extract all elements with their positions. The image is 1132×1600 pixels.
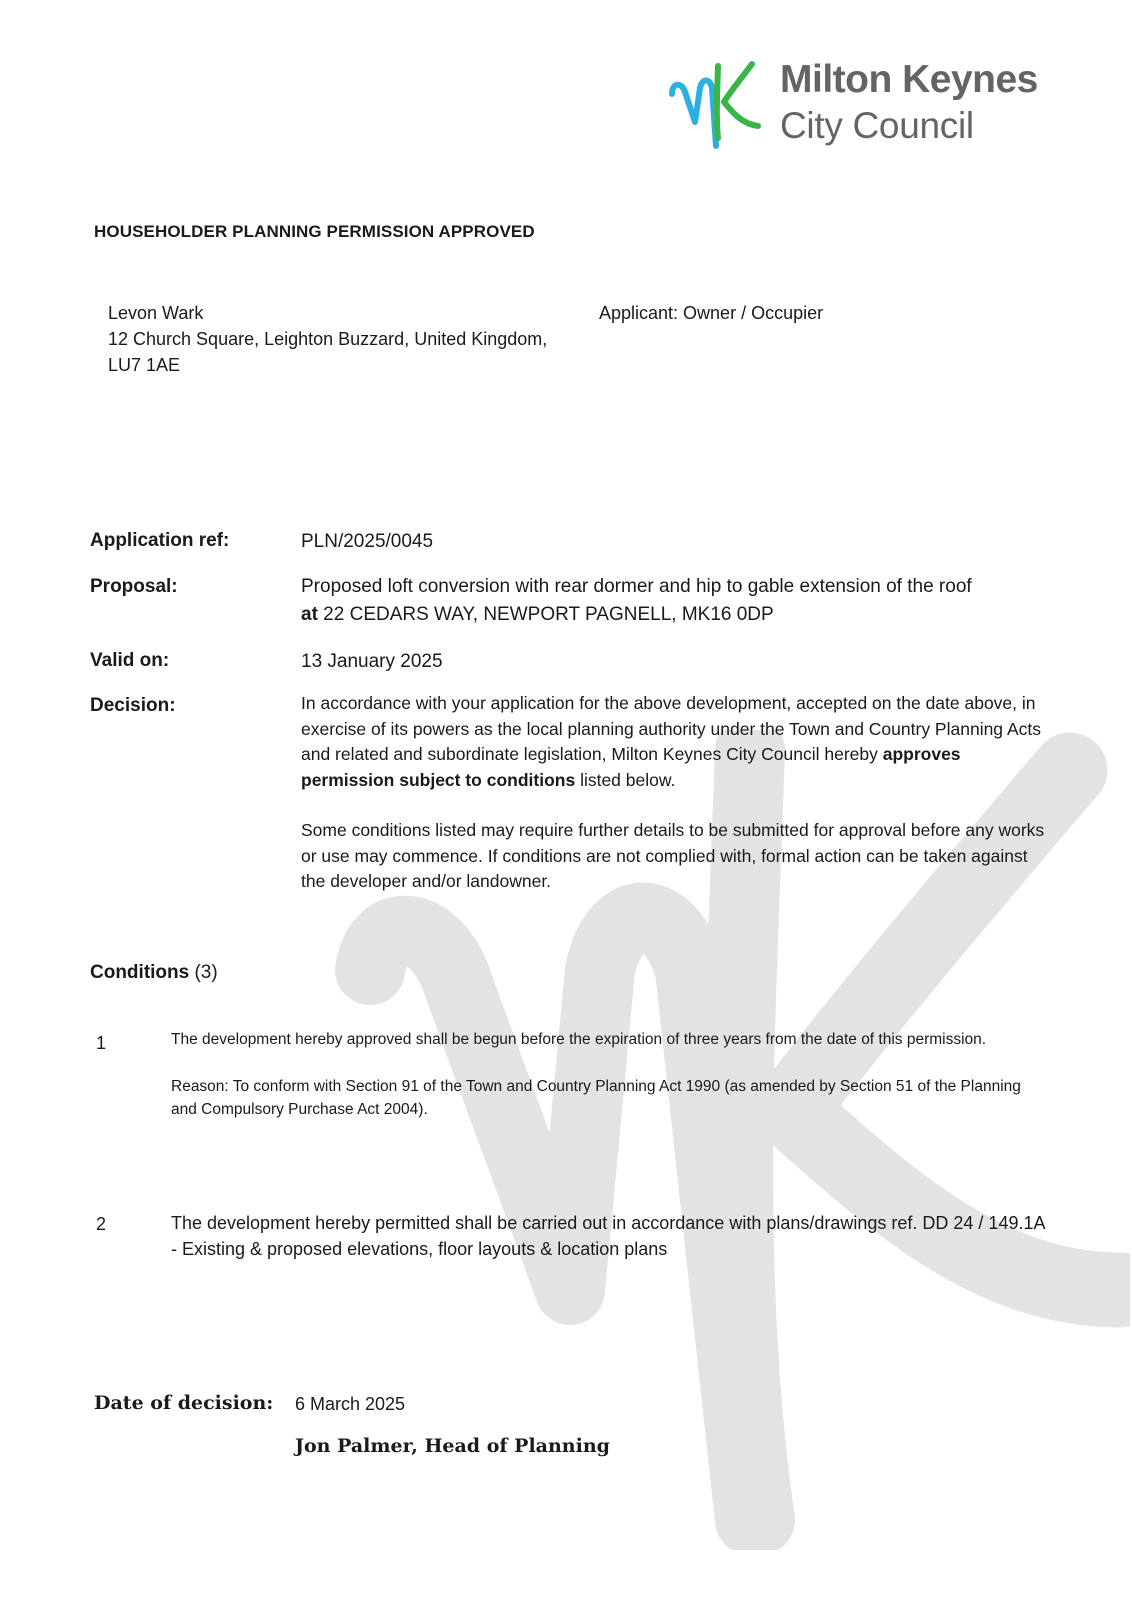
decision-paragraph-2: Some conditions listed may require further details to be submitted for approval before any works or use may commence. If conditions are not complied with, formal action can be taken against the developer and/or landowner.: [301, 820, 1045, 891]
condition-reason: Reason: To conform with Section 91 of the Town and Country Planning Act 1990 (as amended by Section 51 of the Planning and Compulsory Purchase Act 2004).: [171, 1078, 1021, 1118]
date-of-decision-label: Date of decision:: [94, 1392, 274, 1414]
date-of-decision-value: 6 March 2025: [295, 1394, 406, 1414]
proposal-site-address: 22 CEDARS WAY, NEWPORT PAGNELL, MK16 0DP: [317, 604, 774, 625]
condition-item: [171, 1028, 1051, 1121]
conditions-heading: Conditions (3): [90, 962, 218, 983]
logo-text-council-name: Milton Keynes: [780, 58, 1038, 101]
signatory: Jon Palmer, Head of Planning: [295, 1435, 610, 1457]
valid-on-value: 13 January 2025: [301, 651, 443, 672]
condition-text: The development hereby permitted shall be carried out in accordance with plans/drawings ref. DD 24 / 149.1A - Existing & proposed elevations, floor layouts & location plans: [171, 1213, 1045, 1259]
document-title: HOUSEHOLDER PLANNING PERMISSION APPROVED: [94, 222, 535, 241]
recipient-name: Levon Wark: [108, 303, 204, 323]
proposal-label: Proposal:: [90, 576, 178, 597]
proposal-value: [301, 573, 1049, 629]
decision-approval-emphasis: approves permission subject to conditions: [301, 744, 961, 790]
recipient-address-line2: LU7 1AE: [108, 355, 181, 375]
valid-on-label: Valid on:: [90, 650, 170, 671]
logo-text-city-council: City Council: [780, 105, 974, 146]
condition-number: 2: [96, 1214, 107, 1234]
applicant-type: Applicant: Owner / Occupier: [599, 303, 824, 323]
condition-item: [171, 1210, 1051, 1262]
conditions-count: (3): [194, 962, 218, 983]
recipient-address-line1: 12 Church Square, Leighton Buzzard, United Kingdom,: [108, 329, 548, 349]
decision-text: [301, 691, 1049, 895]
proposal-at: at: [301, 604, 318, 625]
application-ref-label: Application ref:: [90, 530, 230, 551]
mk-logo-icon: [668, 58, 764, 154]
decision-paragraph-1: In accordance with your application for the above development, accepted on the date above, in exercise of its powers as the local planning authority under the Town and Country Planning Acts and related and subordinate legislation, Milton Keynes City Council hereby approves permission subject to conditions listed below.: [301, 693, 1041, 790]
condition-text: The development hereby approved shall be begun before the expiration of three years from the date of this permission.: [171, 1031, 987, 1048]
proposal-site: [301, 601, 1049, 629]
decision-label: Decision:: [90, 695, 176, 716]
application-ref-value: PLN/2025/0045: [301, 531, 434, 552]
recipient-address-block: [108, 300, 547, 378]
condition-number: 1: [96, 1033, 107, 1053]
proposal-description: Proposed loft conversion with rear dormer and hip to gable extension of the roof: [301, 576, 972, 597]
